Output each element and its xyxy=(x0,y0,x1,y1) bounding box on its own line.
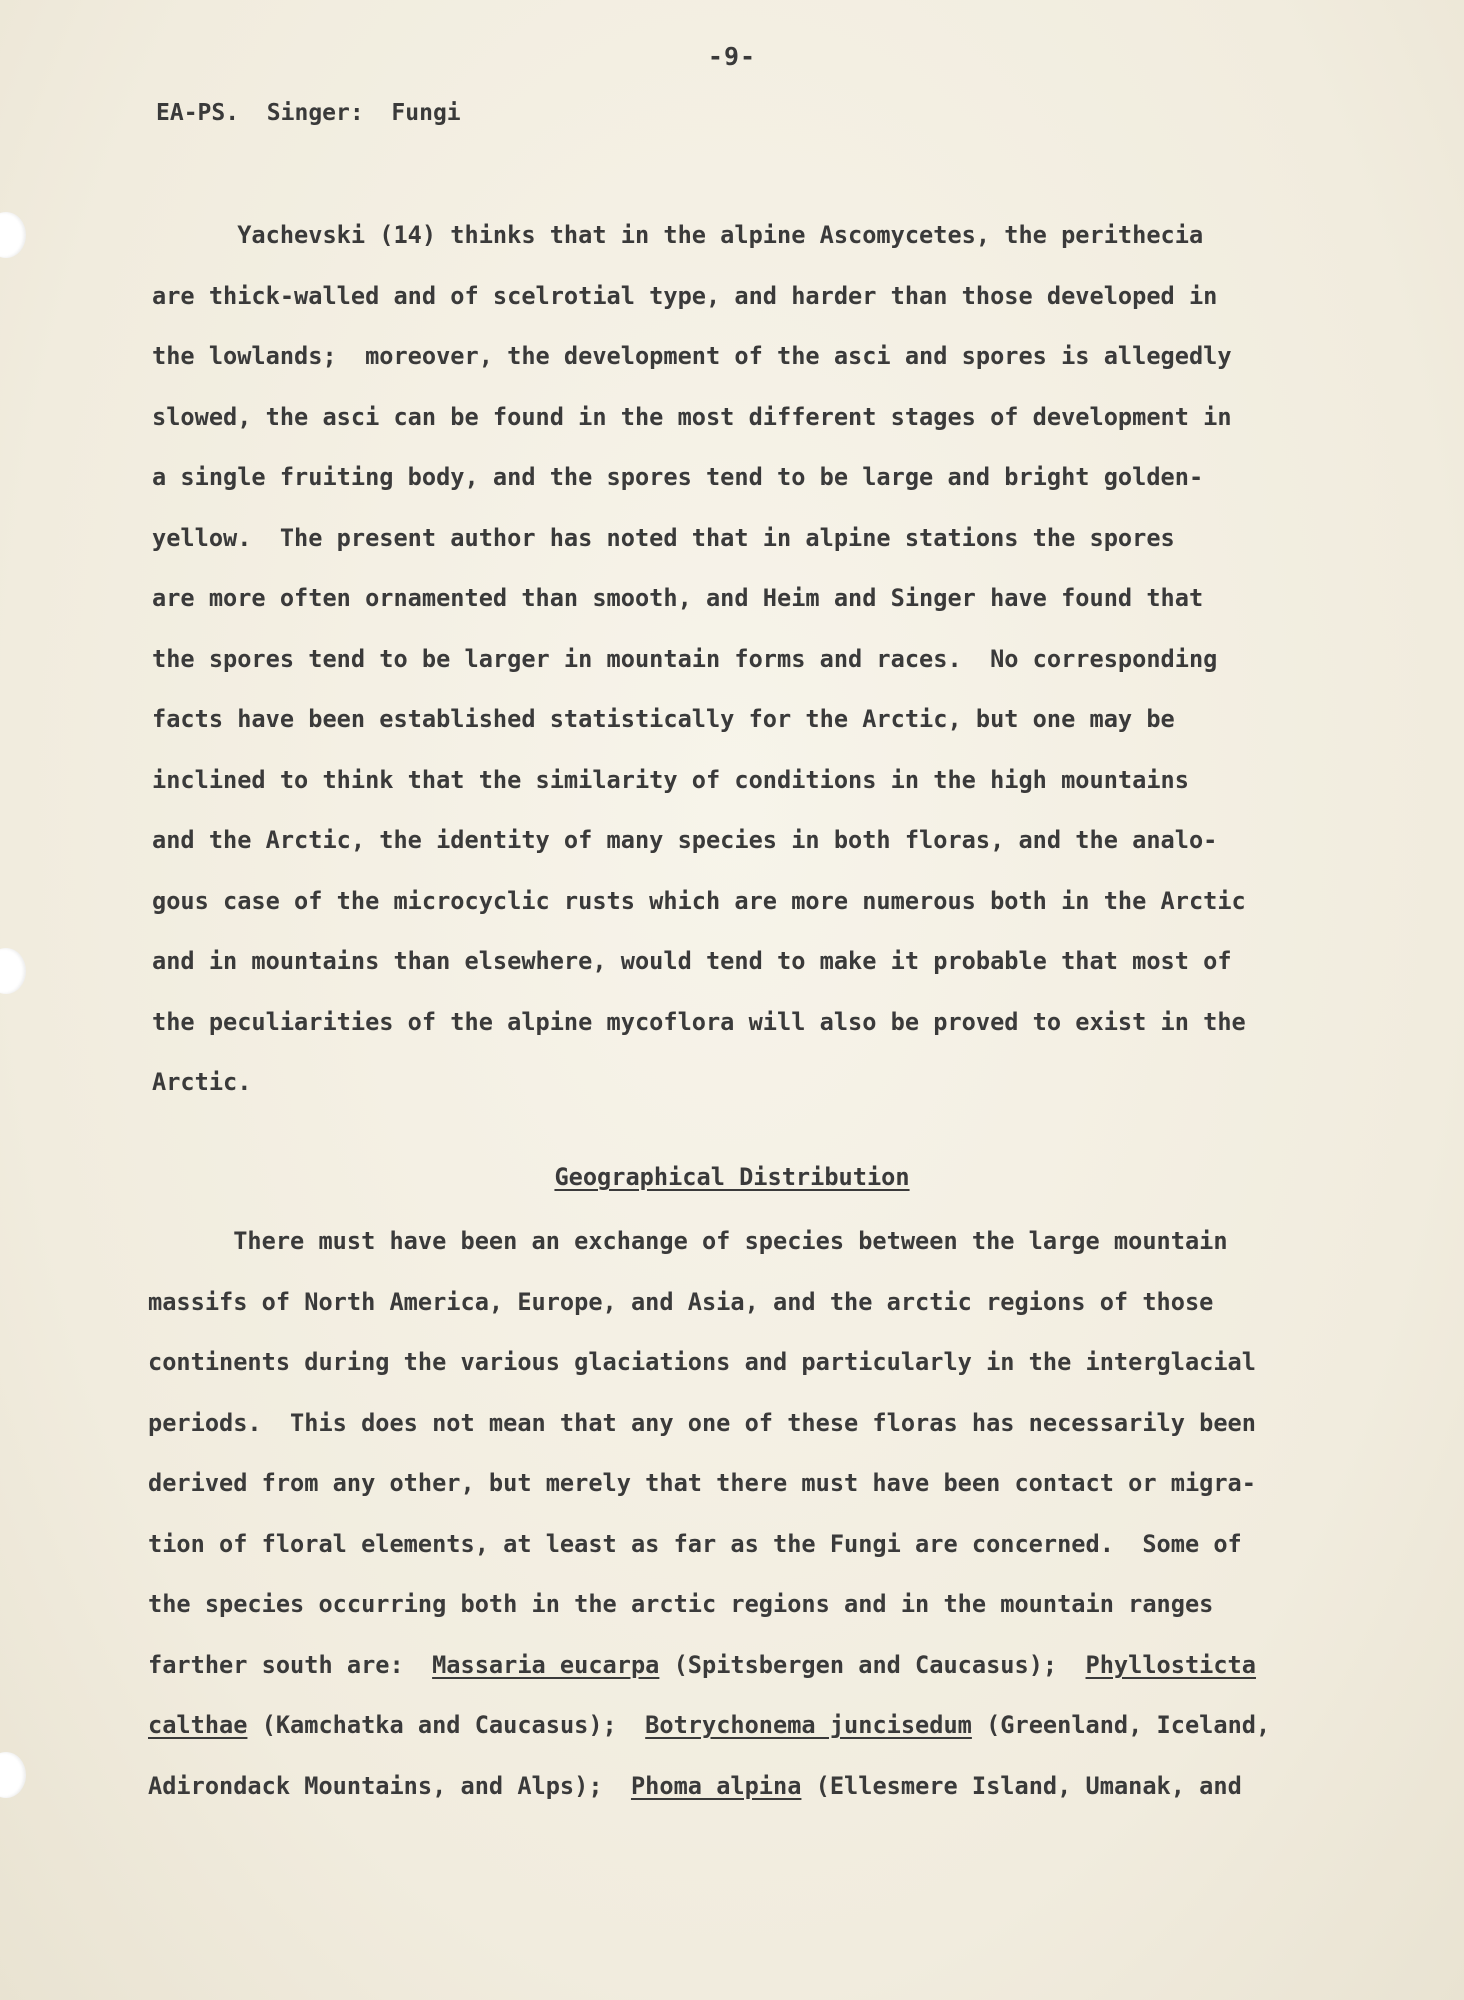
section-heading xyxy=(0,1163,1464,1191)
punch-hole xyxy=(0,1752,26,1798)
paragraph-line: There must have been an exchange of species between the large mountain xyxy=(148,1227,1228,1255)
paragraph-line: slowed, the asci can be found in the most different stages of development in xyxy=(152,403,1232,431)
text-fragment: (Greenland, Iceland, xyxy=(971,1711,1271,1739)
text-fragment: farther south are: xyxy=(148,1651,433,1679)
paragraph-line: periods. This does not mean that any one of these floras has necessarily been xyxy=(148,1409,1256,1437)
punch-hole xyxy=(0,212,26,258)
paragraph-line: the spores tend to be larger in mountain forms and races. No corresponding xyxy=(152,645,1218,673)
paragraph-line: Arctic. xyxy=(152,1068,252,1096)
paragraph-line: facts have been established statistically for the Arctic, but one may be xyxy=(152,705,1175,733)
paragraph-line: a single fruiting body, and the spores tend to be large and bright golden- xyxy=(152,463,1204,491)
paragraph-line: and the Arctic, the identity of many species in both floras, and the analo- xyxy=(152,826,1218,854)
text-fragment: (Ellesmere Island, Umanak, and xyxy=(801,1772,1242,1800)
paragraph-line: the peculiarities of the alpine mycoflora will also be proved to exist in the xyxy=(152,1008,1246,1036)
page-number: -9- xyxy=(707,42,757,71)
text-fragment: (Kamchatka and Caucasus); xyxy=(247,1711,646,1739)
species-line xyxy=(148,1771,1242,1801)
paragraph-line: massifs of North America, Europe, and Asia, and the arctic regions of those xyxy=(148,1288,1214,1316)
text-fragment: (Spitsbergen and Caucasus); xyxy=(659,1651,1086,1679)
paragraph-line: are more often ornamented than smooth, and Heim and Singer have found that xyxy=(152,584,1204,612)
paragraph-line: yellow. The present author has noted that in alpine stations the spores xyxy=(152,524,1175,552)
species-name: Phyllosticta xyxy=(1085,1651,1256,1679)
paragraph-line: are thick-walled and of scelrotial type, and harder than those developed in xyxy=(152,282,1218,310)
paragraph-line: gous case of the microcyclic rusts which are more numerous both in the Arctic xyxy=(152,887,1246,915)
paragraph-line: continents during the various glaciations and particularly in the interglacial xyxy=(148,1348,1256,1376)
paragraph-line: derived from any other, but merely that there must have been contact or migra- xyxy=(148,1469,1256,1497)
species-line xyxy=(148,1710,1270,1740)
species-name: Botrychonema juncisedum xyxy=(645,1711,972,1739)
punch-hole xyxy=(0,948,26,994)
species-line xyxy=(148,1650,1256,1680)
paragraph-line: and in mountains than elsewhere, would tend to make it probable that most of xyxy=(152,947,1232,975)
paragraph-line: the species occurring both in the arctic regions and in the mountain ranges xyxy=(148,1590,1214,1618)
paragraph-line: Yachevski (14) thinks that in the alpine Ascomycetes, the perithecia xyxy=(152,221,1204,249)
running-header: EA-PS. Singer: Fungi xyxy=(156,100,461,126)
species-name: Phoma alpina xyxy=(630,1772,802,1800)
paragraph-line: inclined to think that the similarity of conditions in the high mountains xyxy=(152,766,1189,794)
species-name: calthae xyxy=(148,1711,248,1739)
species-name: Massaria eucarpa xyxy=(432,1651,660,1679)
paragraph-line: tion of floral elements, at least as far as the Fungi are concerned. Some of xyxy=(148,1530,1242,1558)
text-fragment: Adirondack Mountains, and Alps); xyxy=(148,1772,631,1800)
section-heading-text: Geographical Distribution xyxy=(554,1163,910,1191)
paragraph-line: the lowlands; moreover, the development of the asci and spores is allegedly xyxy=(152,342,1232,370)
